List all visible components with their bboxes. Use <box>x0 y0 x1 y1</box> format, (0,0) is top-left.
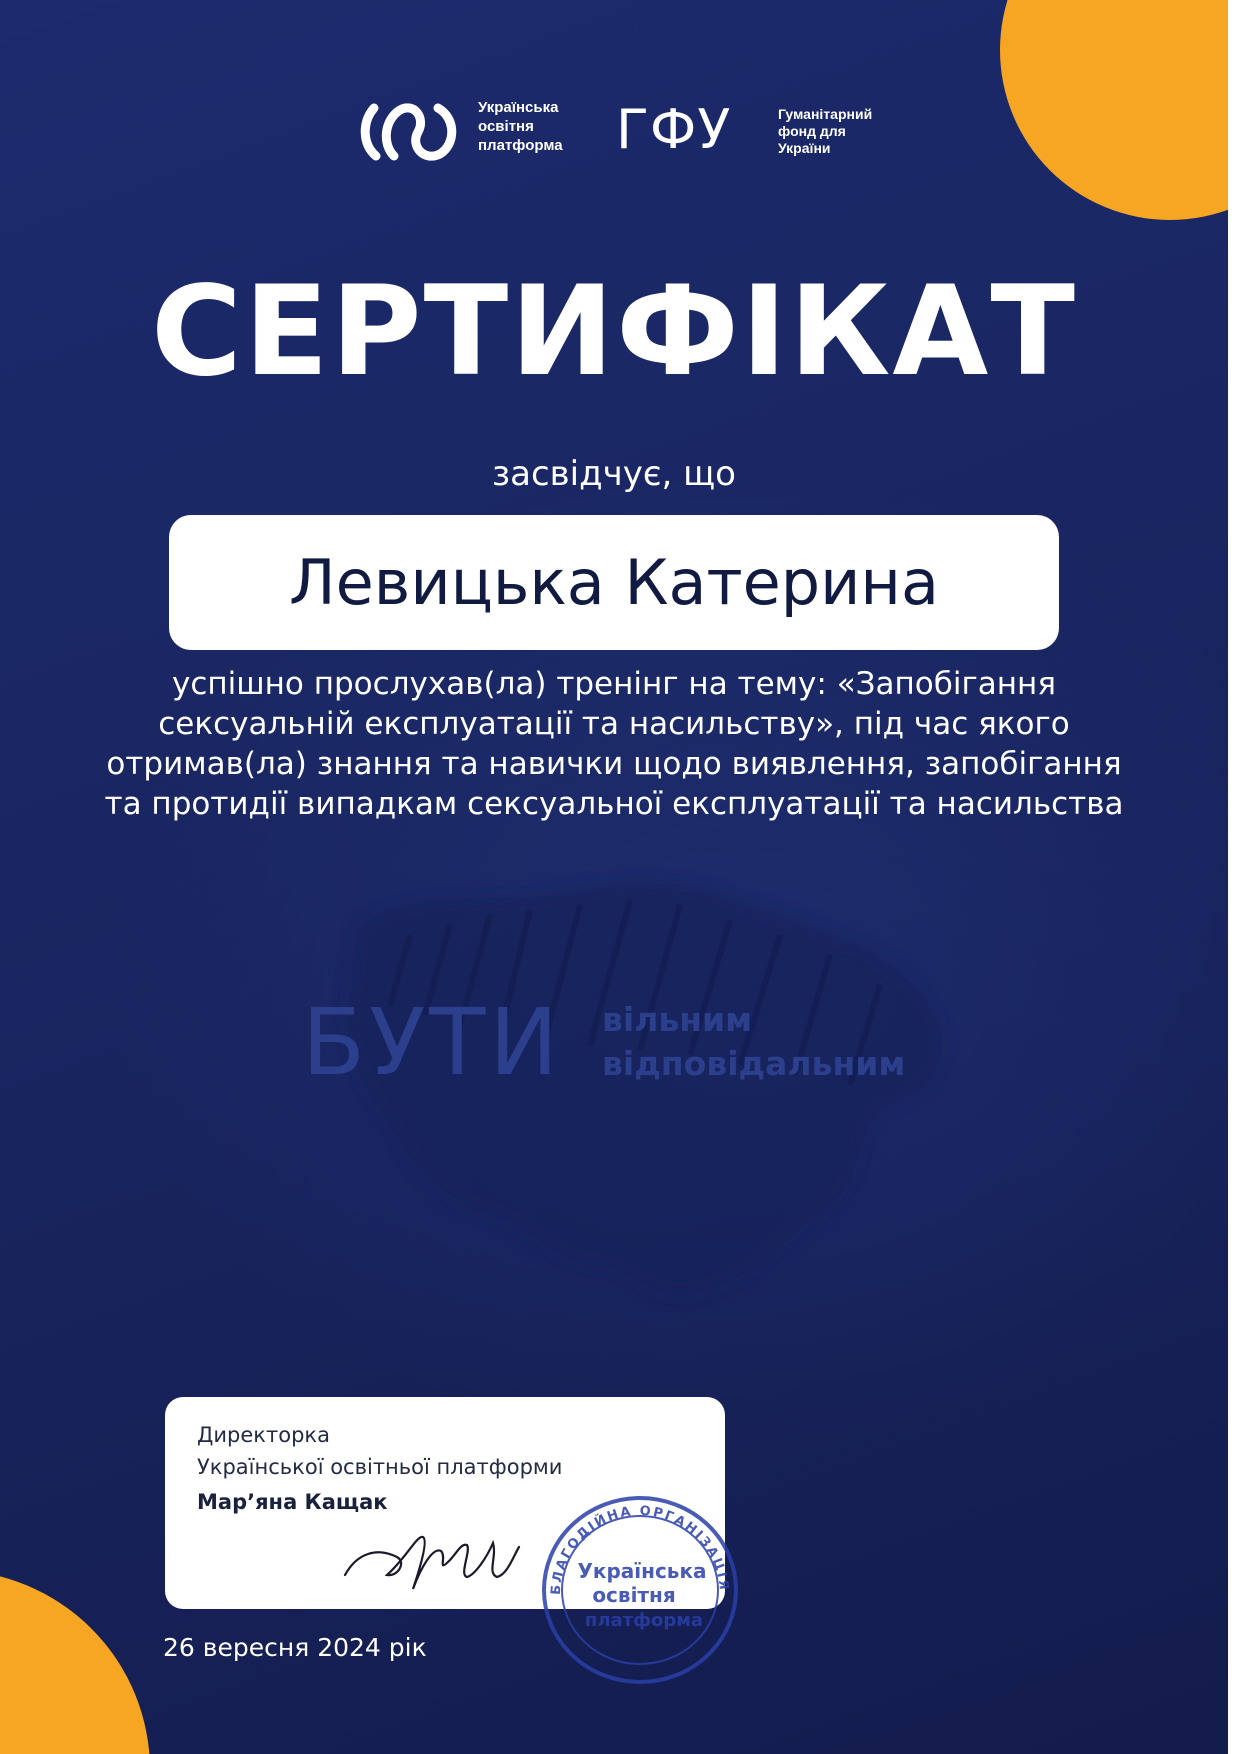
ukraine-map-watercolor <box>330 865 970 1335</box>
body-line: та протидії випадкам сексуальної експлуатації та насильства <box>104 786 1124 822</box>
uop-name-line: платформа <box>478 137 563 154</box>
signer-role-line: Директорка <box>197 1423 330 1447</box>
gfu-name-line: фонд для <box>778 123 846 139</box>
header-logos <box>360 96 900 168</box>
body-line: успішно прослухав(ла) тренінг на тему: «Запобігання <box>172 666 1056 702</box>
slogan-lines <box>602 998 905 1086</box>
uop-logo-icon <box>360 100 460 164</box>
uop-name <box>478 98 598 155</box>
orange-circle-bottom-left <box>0 1570 150 1754</box>
recipient-name: Левицька Катерина <box>289 546 939 619</box>
uop-name-line: Українська <box>478 99 559 116</box>
signer-role-line: Української освітньої платформи <box>197 1455 563 1479</box>
certificate-body <box>60 664 1168 824</box>
organization-stamp <box>530 1490 750 1690</box>
stamp-line: платформа <box>584 1610 704 1631</box>
certificate-title: СЕРТИФІКАТ <box>151 260 1077 404</box>
slogan-line: відповідальним <box>602 1044 906 1083</box>
gfu-name <box>778 106 908 157</box>
gfu-name-line: України <box>778 140 831 156</box>
gfu-logo: ГФУ <box>616 98 732 161</box>
orange-circle-top-right <box>1000 0 1228 220</box>
body-line: отримав(ла) знання та навички щодо виявлення, запобігання <box>106 746 1122 782</box>
uop-name-line: освітня <box>478 118 534 135</box>
slogan-line: вільним <box>602 1000 753 1039</box>
issue-date: 26 вересня 2024 рік <box>163 1633 427 1662</box>
handwritten-signature <box>337 1517 537 1597</box>
certifies-text: засвідчує, що <box>492 454 736 494</box>
signer-role <box>197 1419 562 1483</box>
recipient-box <box>169 515 1059 650</box>
body-line: сексуальній експлуатації та насильству», під час якого <box>158 706 1070 742</box>
gfu-name-line: Гуманітарний <box>778 106 873 122</box>
slogan-main: БУТИ <box>302 989 563 1096</box>
stamp-line: освітня <box>592 1583 676 1607</box>
stamp-line: Українська <box>577 1559 707 1583</box>
stamp-ring-text: БЛАГОДІЙНА ОРГАНІЗАЦІЯ <box>548 1503 732 1596</box>
signer-name: Мар’яна Кащак <box>197 1490 388 1514</box>
